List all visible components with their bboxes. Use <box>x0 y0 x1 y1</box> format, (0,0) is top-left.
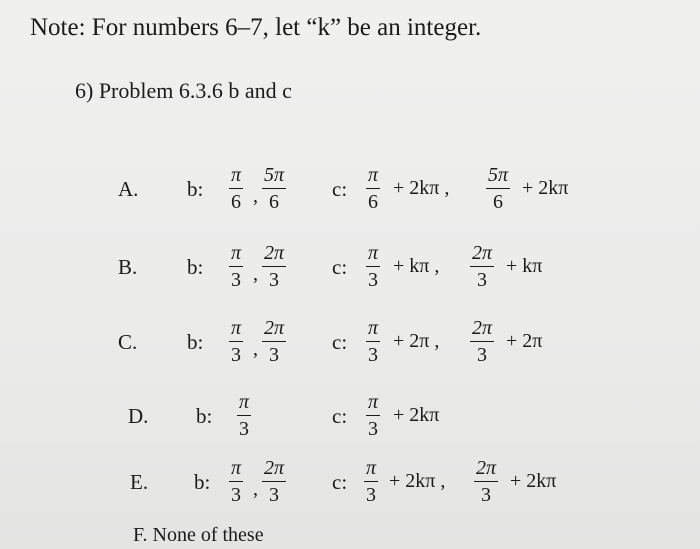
term-addend: + 2kπ , <box>389 470 446 492</box>
fraction: π 3 <box>239 391 250 441</box>
option-letter: E. <box>130 470 149 494</box>
fraction: π 3 <box>366 457 377 507</box>
comma: , <box>253 185 258 207</box>
part-b-label: b: <box>194 470 211 494</box>
fraction: 5π 6 <box>488 164 509 214</box>
fraction: 2π 3 <box>476 457 497 507</box>
part-c-label: c: <box>332 255 348 279</box>
fraction: 2π 3 <box>472 317 493 367</box>
term-addend: + 2π , <box>393 330 440 352</box>
fraction: π 6 <box>231 164 242 214</box>
option-e[interactable] <box>0 458 700 528</box>
fraction: π 3 <box>368 242 379 292</box>
term-addend: + 2π <box>506 330 543 352</box>
term-addend: + 2kπ <box>522 177 569 199</box>
comma: , <box>253 263 258 285</box>
fraction: π 3 <box>368 391 379 441</box>
fraction: 2π 3 <box>472 242 493 292</box>
comma: , <box>253 338 258 360</box>
option-f-none-of-these[interactable]: F. None of these <box>133 524 264 546</box>
part-b-label: b: <box>196 404 213 428</box>
part-c-label: c: <box>332 330 348 354</box>
part-b-label: b: <box>187 255 204 279</box>
part-c-label: c: <box>332 404 348 428</box>
term-addend: + 2kπ <box>393 404 440 426</box>
problem-heading: 6) Problem 6.3.6 b and c <box>75 78 292 103</box>
fraction: 2π 3 <box>264 242 285 292</box>
fraction: π 3 <box>368 317 379 367</box>
option-a[interactable] <box>0 165 700 235</box>
part-c-label: c: <box>332 470 348 494</box>
term-addend: + kπ , <box>393 255 440 277</box>
comma: , <box>253 478 258 500</box>
fraction: π 3 <box>231 457 242 507</box>
option-letter: C. <box>118 330 138 354</box>
fraction: 2π 3 <box>264 317 285 367</box>
fraction: π 6 <box>368 164 379 214</box>
option-b[interactable] <box>0 243 700 313</box>
option-letter: A. <box>118 177 139 201</box>
fraction: π 3 <box>231 242 242 292</box>
term-addend: + 2kπ , <box>393 177 450 199</box>
part-b-label: b: <box>187 177 204 201</box>
part-b-label: b: <box>187 330 204 354</box>
fraction: π 3 <box>231 317 242 367</box>
term-addend: + 2kπ <box>510 470 557 492</box>
term-addend: + kπ <box>506 255 543 277</box>
option-letter: B. <box>118 255 138 279</box>
fraction: 2π 3 <box>264 457 285 507</box>
option-d[interactable] <box>0 392 700 462</box>
part-c-label: c: <box>332 177 348 201</box>
note-text: Note: For numbers 6–7, let “k” be an integer. <box>30 14 482 41</box>
fraction: 5π 6 <box>264 164 285 214</box>
option-c[interactable] <box>0 318 700 388</box>
option-letter: D. <box>128 404 149 428</box>
